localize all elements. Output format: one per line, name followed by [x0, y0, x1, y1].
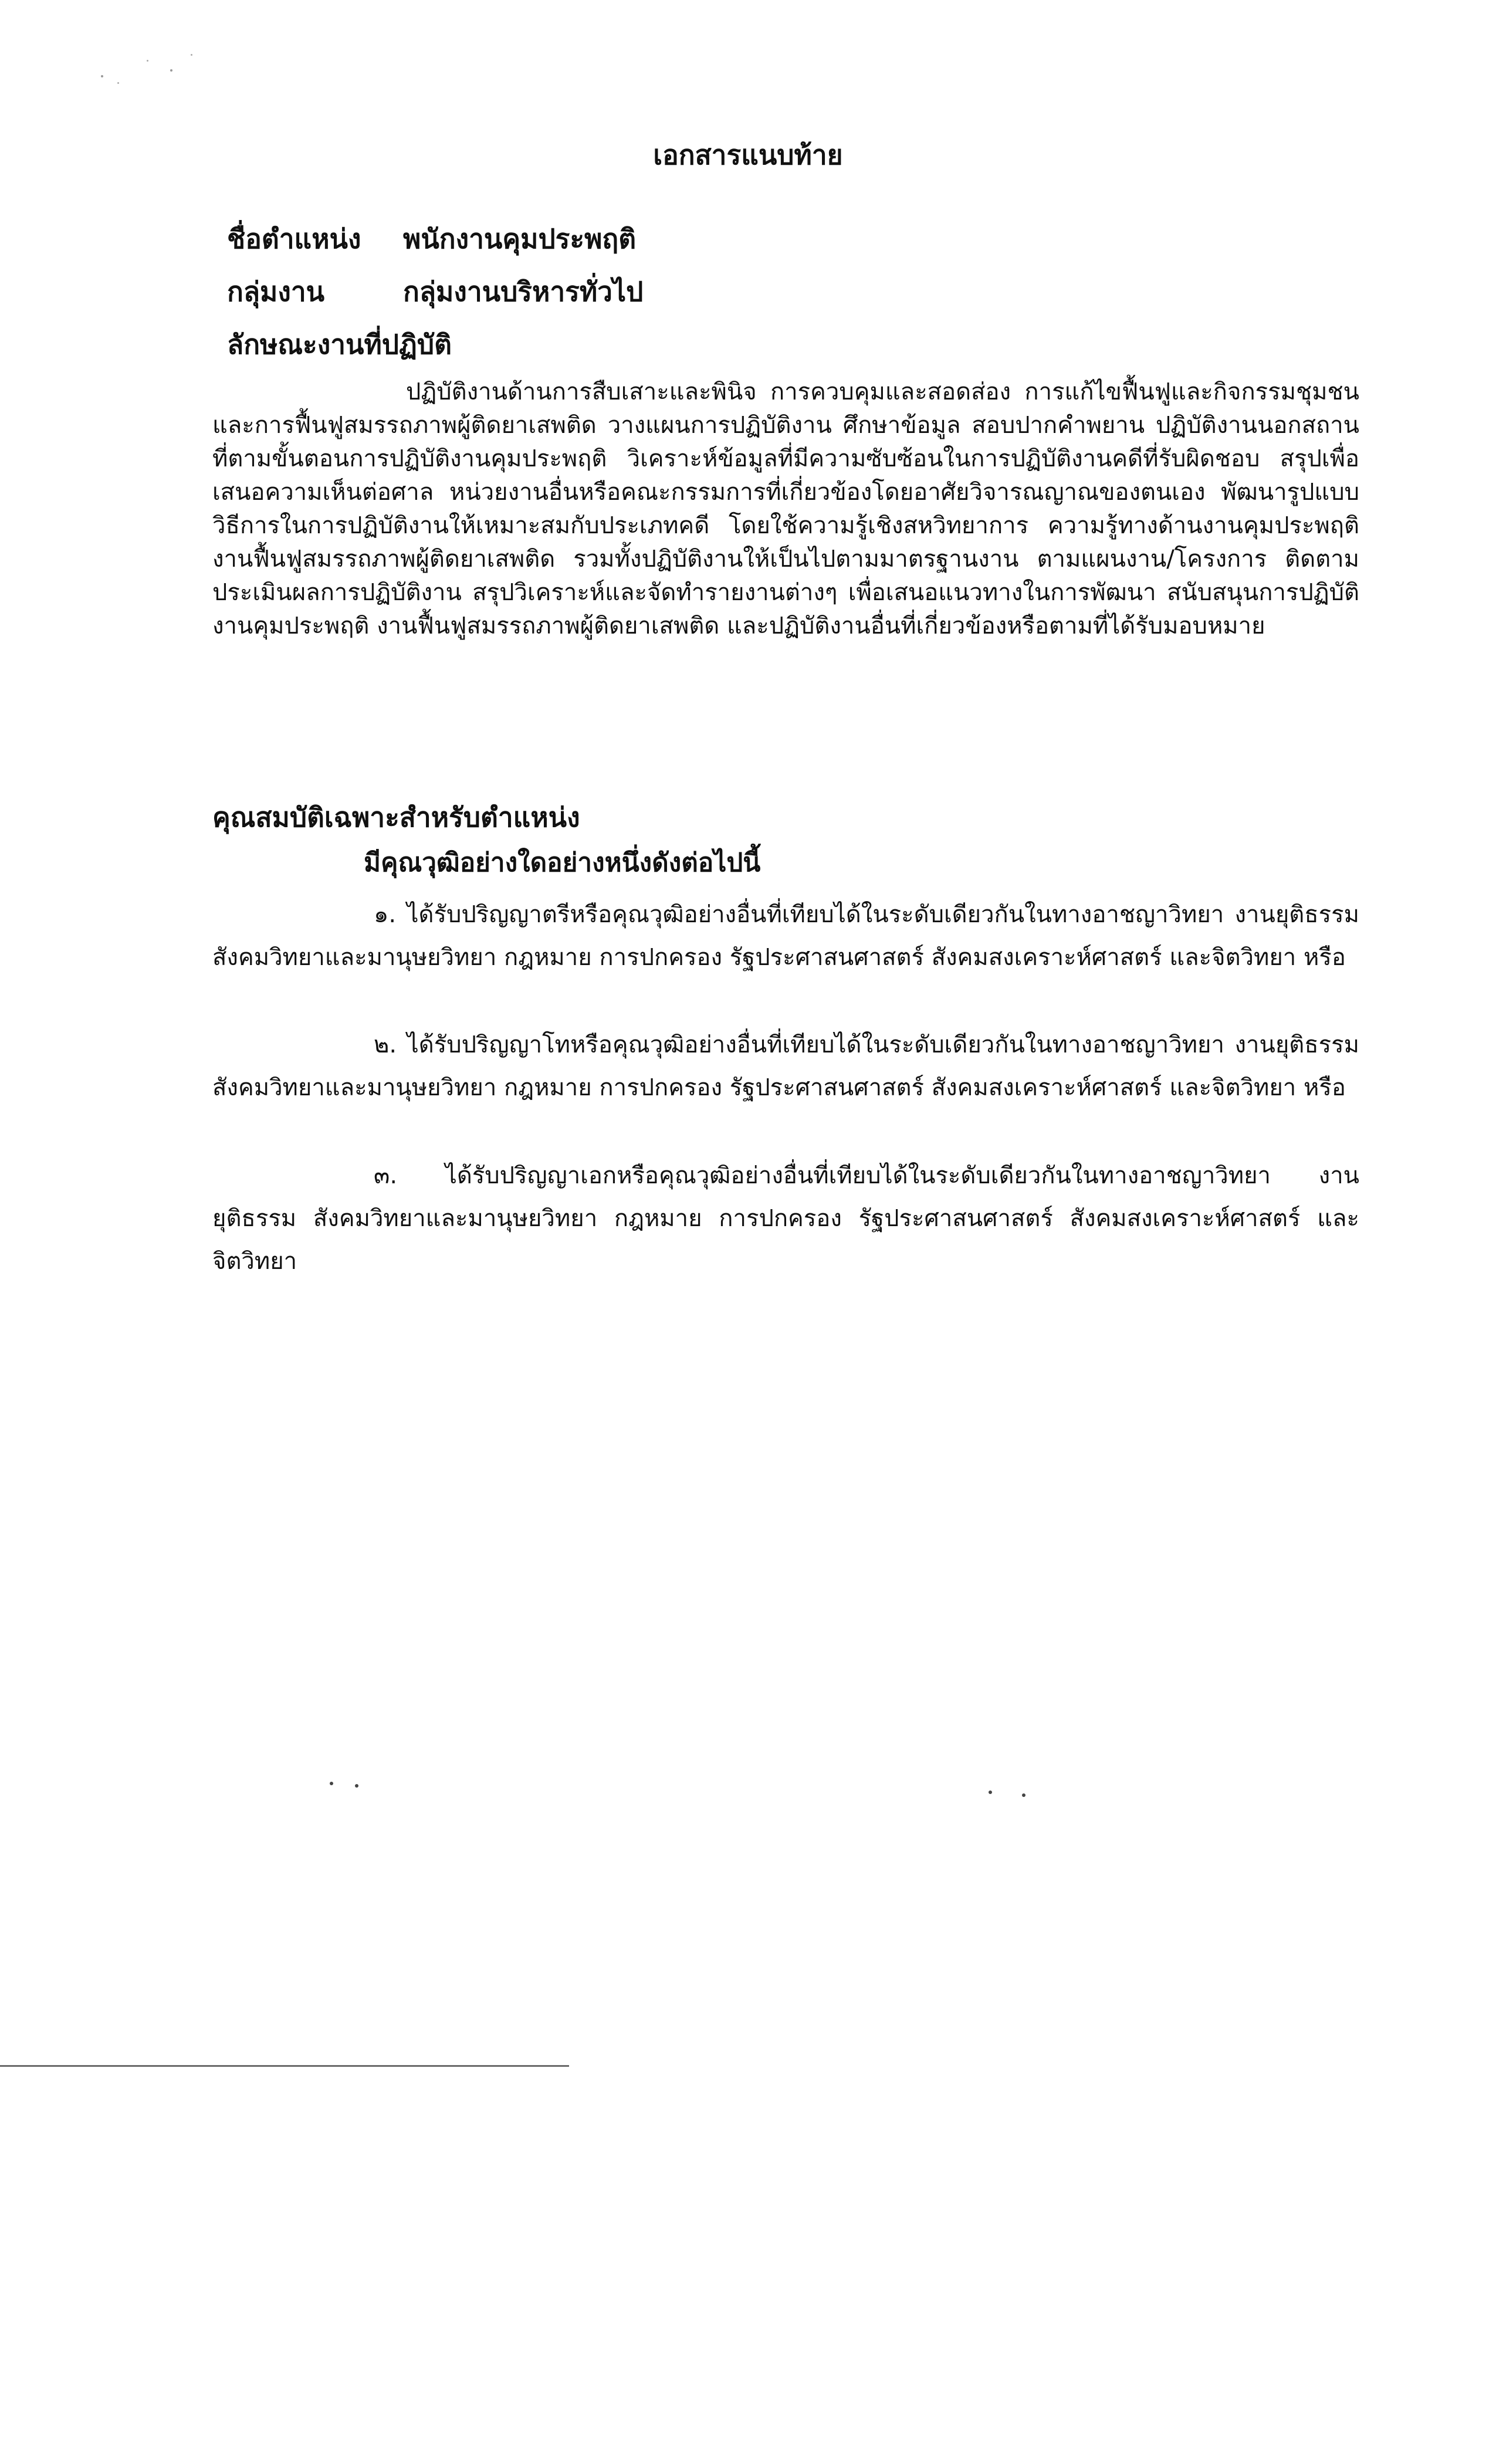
qualifications-heading: คุณสมบัติเฉพาะสำหรับตำแหน่ง [212, 801, 580, 833]
position-name-value: พนักงานคุมประพฤติ [403, 223, 637, 255]
qualification-item-1: ๑. ได้รับปริญญาตรีหรือคุณวุฒิอย่างอื่นที่เทียบได้ในระดับเดียวกันในทางอาชญาวิทยา งานยุติธรรม สังคมวิทยาและมานุษยวิทยา กฎหมาย การปกครอง รัฐประศาสนศาสตร์ สังคมสงเคราะห์ศาสตร์ และจิตวิทยา หรือ [212, 901, 1359, 971]
scan-speck [101, 75, 103, 77]
scan-speck [117, 82, 119, 84]
qualification-item-3: ๓. ได้รับปริญญาเอกหรือคุณวุฒิอย่างอื่นที่เทียบได้ในระดับเดียวกันในทางอาชญาวิทยา งานยุติธรรม สังคมวิทยาและมานุษยวิทยา กฎหมาย การปกครอง รัฐประศาสนศาสตร์ สังคมสงเคราะห์ศาสตร์ และจิตวิทยา [212, 1162, 1359, 1275]
job-nature-paragraph: ปฏิบัติงานด้านการสืบเสาะและพินิจ การควบคุมและสอดส่อง การแก้ไขฟื้นฟูและกิจกรรมชุมชนและการฟื้นฟูสมรรถภาพผู้ติดยาเสพติด วางแผนการปฏิบัติงาน ศึกษาข้อมูล สอบปากคำพยาน ปฏิบัติงานนอกสถานที่ตามขั้นตอนการปฏิบัติงานคุมประพฤติ วิเคราะห์ข้อมูลที่มีความซับซ้อนในการปฏิบัติงานคดีที่รับผิดชอบ สรุปเพื่อเสนอความเห็นต่อศาล หน่วยงานอื่นหรือคณะกรรมการที่เกี่ยวข้องโดยอาศัยวิจารณญาณของตนเอง พัฒนารูปแบบวิธีการในการปฏิบัติงานให้เหมาะสมกับประเภทคดี โดยใช้ความรู้เชิงสหวิทยาการ ความรู้ทางด้านงานคุมประพฤติ งานฟื้นฟูสมรรถภาพผู้ติดยาเสพติด รวมทั้งปฏิบัติงานให้เป็นไปตามมาตรฐานงาน ตามแผนงาน/โครงการ ติดตามประเมินผลการปฏิบัติงาน สรุปวิเคราะห์และจัดทำรายงานต่างๆ เพื่อเสนอแนวทางในการพัฒนา สนับสนุนการปฏิบัติงานคุมประพฤติ งานฟื้นฟูสมรรถภาพผู้ติดยาเสพติด และปฏิบัติงานอื่นที่เกี่ยวข้องหรือตามที่ได้รับมอบหมาย [212, 378, 1359, 639]
work-group-label: กลุ่มงาน [227, 276, 325, 307]
scan-speck [989, 1791, 992, 1794]
scan-speck [170, 69, 172, 72]
document-title: เอกสารแนบท้าย [653, 139, 843, 171]
scan-speck [330, 1782, 333, 1785]
scan-edge-line [0, 2065, 569, 2067]
position-name-label: ชื่อตำแหน่ง [227, 223, 361, 255]
scan-speck [147, 60, 148, 62]
qualifications-subheading: มีคุณวุฒิอย่างใดอย่างหนึ่งดังต่อไปนี้ [364, 848, 761, 878]
scan-speck [355, 1784, 358, 1788]
work-group-value: กลุ่มงานบริหารทั่วไป [403, 276, 644, 307]
qualification-item-2: ๒. ได้รับปริญญาโทหรือคุณวุฒิอย่างอื่นที่เทียบได้ในระดับเดียวกันในทางอาชญาวิทยา งานยุติธรรม สังคมวิทยาและมานุษยวิทยา กฎหมาย การปกครอง รัฐประศาสนศาสตร์ สังคมสงเคราะห์ศาสตร์ และจิตวิทยา หรือ [212, 1031, 1359, 1101]
scan-speck [191, 54, 192, 56]
scan-speck [1022, 1793, 1025, 1797]
job-nature-heading: ลักษณะงานที่ปฏิบัติ [227, 329, 452, 360]
